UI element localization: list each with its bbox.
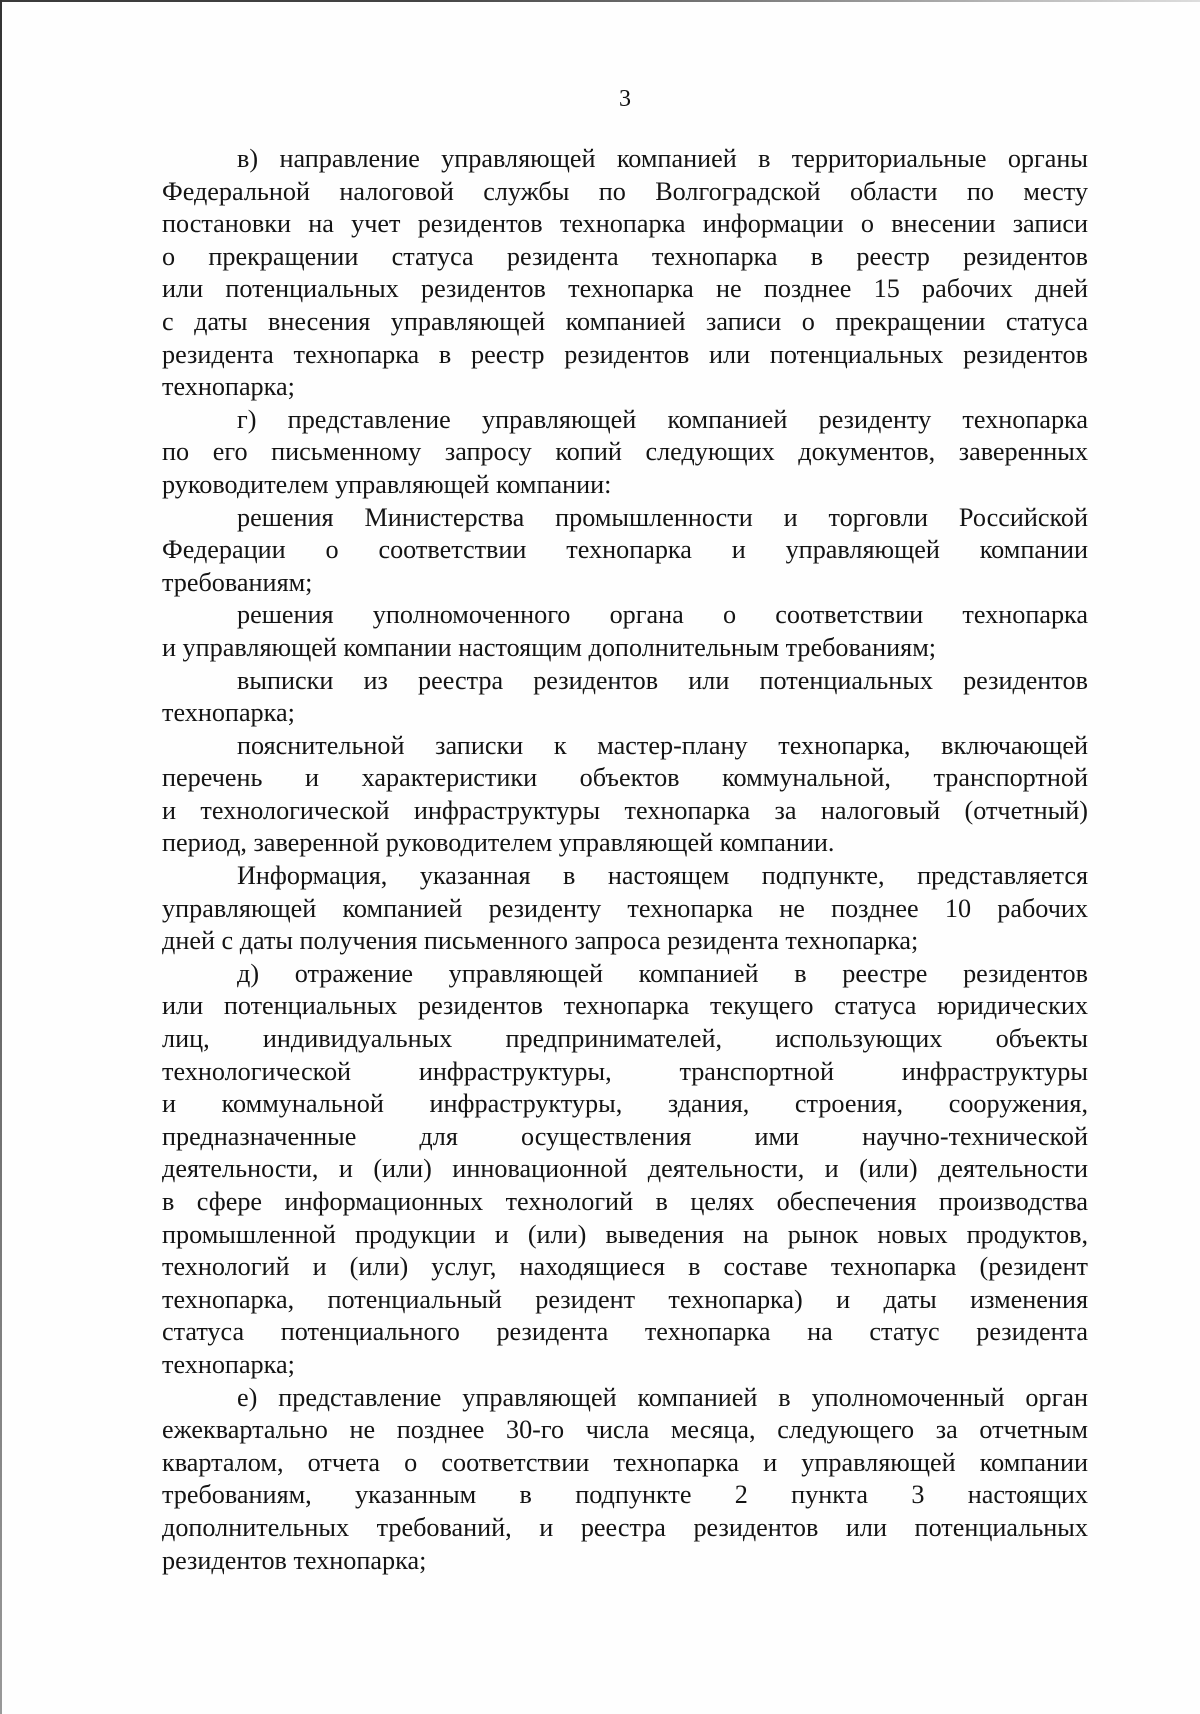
text-line: требованиям; (162, 567, 313, 597)
text-line: технологической инфраструктуры, транспортной инфраструктуры (162, 1056, 1088, 1086)
text-line: или потенциальных резидентов технопарка текущего статуса юридических (162, 991, 1088, 1021)
text-line: д) отражение управляющей компанией в реестре резидентов (237, 958, 1088, 988)
text-line: в) направление управляющей компанией в территориальные органы (237, 144, 1088, 173)
text-line: г) представление управляющей компанией резиденту технопарка (237, 404, 1088, 434)
text-line: статуса потенциального резидента технопарка на статус резидента (162, 1317, 1088, 1347)
text-line: управляющей компанией резиденту технопарка не позднее 10 рабочих (162, 893, 1088, 923)
text-line: или потенциальных резидентов технопарка не позднее 15 рабочих дней (162, 274, 1088, 304)
text-line: технопарка; (162, 1349, 295, 1379)
text-line: и управляющей компании настоящим дополнительным требованиям; (162, 632, 937, 662)
text-line: дополнительных требований, и реестра резидентов или потенциальных (162, 1512, 1088, 1542)
text-line: в сфере информационных технологий в целях обеспечения производства (162, 1187, 1088, 1216)
text-line: перечень и характеристики объектов коммунальной, транспортной (162, 763, 1088, 793)
text-line: деятельности, и (или) инновационной деятельности, и (или) деятельности (162, 1154, 1088, 1184)
scan-edge-top (0, 0, 1200, 2)
text-line: резидентов технопарка; (162, 1545, 427, 1575)
text-line: о прекращении статуса резидента технопарка в реестр резидентов (162, 241, 1088, 271)
text-line: технопарка, потенциальный резидент технопарка) и даты изменения (162, 1284, 1088, 1314)
text-line: решения уполномоченного органа о соответствии технопарка (237, 600, 1088, 630)
text-line: промышленной продукции и (или) выведения на рынок новых продуктов, (162, 1219, 1088, 1249)
text-line: е) представление управляющей компанией в уполномоченный орган (237, 1382, 1088, 1412)
text-line: лиц, индивидуальных предпринимателей, использующих объекты (162, 1024, 1088, 1054)
text-line: ежеквартально не позднее 30-го числа месяца, следующего за отчетным (162, 1415, 1088, 1445)
document-body-text (162, 143, 1088, 1577)
text-line: резидента технопарка в реестр резидентов или потенциальных резидентов (162, 339, 1088, 369)
text-line: с даты внесения управляющей компанией записи о прекращении статуса (162, 306, 1088, 336)
text-line: технопарка; (162, 372, 295, 402)
page-number: 3 (619, 86, 631, 112)
text-line: и технологической инфраструктуры технопарка за налоговый (отчетный) (162, 795, 1088, 825)
text-line: предназначенные для осуществления ими научно-технической (162, 1121, 1088, 1151)
text-line: дней с даты получения письменного запроса резидента технопарка; (162, 926, 919, 956)
text-line: период, заверенной руководителем управляющей компании. (162, 828, 835, 858)
text-line: руководителем управляющей компании: (162, 469, 612, 499)
text-line: выписки из реестра резидентов или потенциальных резидентов (237, 665, 1088, 695)
text-line: по его письменному запросу копий следующих документов, заверенных (162, 437, 1088, 467)
text-line: технологий и (или) услуг, находящиеся в составе технопарка (резидент (162, 1252, 1088, 1282)
text-line: Федеральной налоговой службы по Волгоградской области по месту (162, 176, 1088, 206)
text-line: кварталом, отчета о соответствии технопарка и управляющей компании (162, 1447, 1088, 1477)
text-line: постановки на учет резидентов технопарка информации о внесении записи (162, 209, 1088, 239)
text-line: решения Министерства промышленности и торговли Российской (237, 502, 1088, 532)
text-line: Информация, указанная в настоящем подпункте, представляется (237, 861, 1088, 891)
text-line: пояснительной записки к мастер-плану технопарка, включающей (237, 730, 1088, 760)
text-line: требованиям, указанным в подпункте 2 пункта 3 настоящих (162, 1480, 1088, 1510)
text-line: технопарка; (162, 698, 295, 728)
scan-edge-left (0, 0, 2, 1714)
text-line: Федерации о соответствии технопарка и управляющей компании (162, 535, 1088, 565)
text-line: и коммунальной инфраструктуры, здания, строения, сооружения, (162, 1089, 1088, 1119)
